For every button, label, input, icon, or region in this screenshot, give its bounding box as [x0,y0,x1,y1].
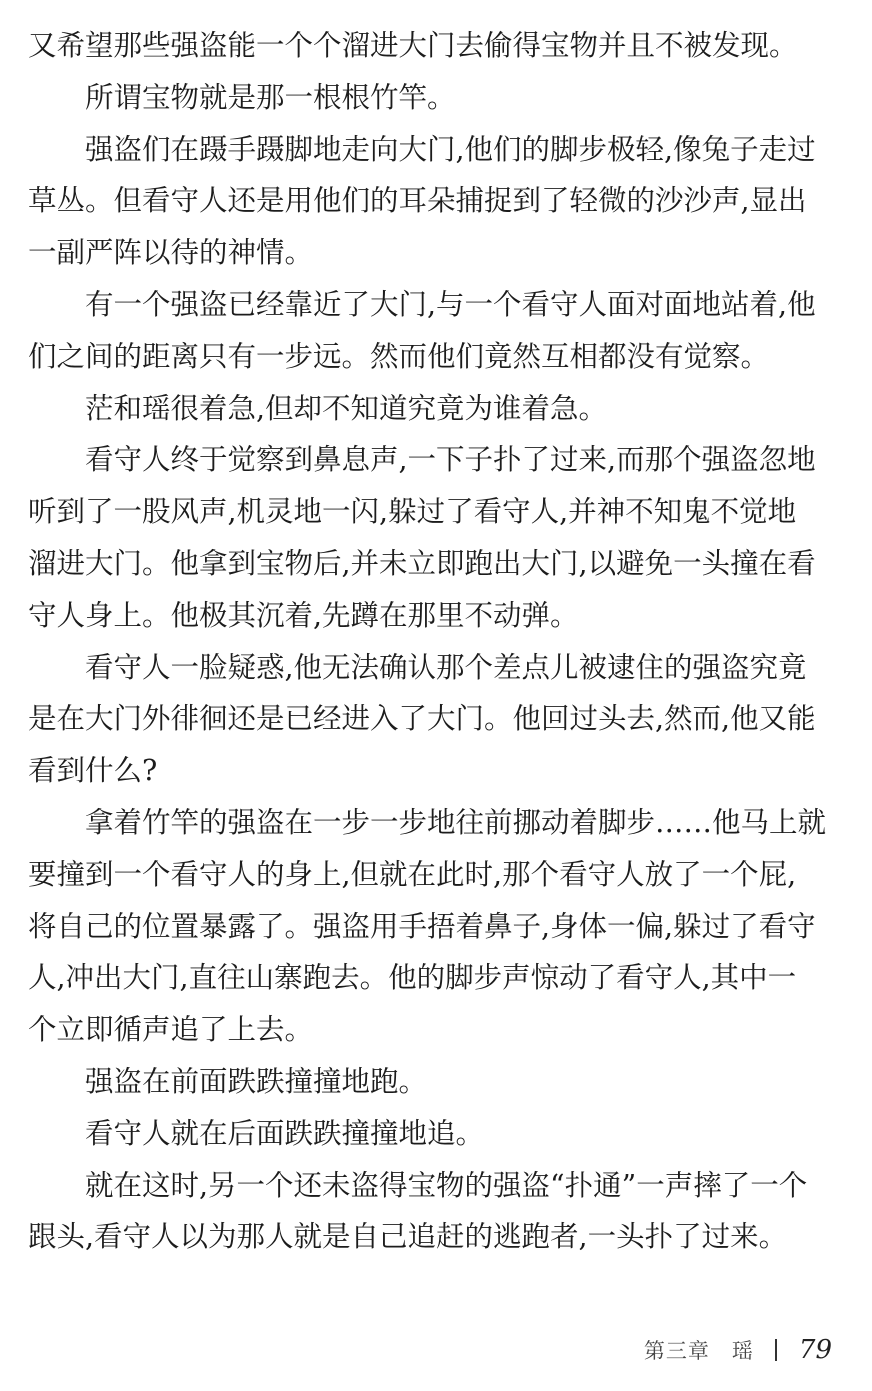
text-line: 们之间的距离只有一步远。然而他们竟然互相都没有觉察。 [28,339,770,373]
paragraph-start-line: 强盗们在蹑手蹑脚地走向大门,他们的脚步极轻,像兔子走过 [85,132,816,166]
paragraph-start-line: 拿着竹竿的强盗在一步一步地往前挪动着脚步……他马上就 [85,805,827,839]
chapter-title: 瑶 [731,1339,753,1363]
paragraph-start-line: 就在这时,另一个还未盗得宝物的强盗“扑通”一声摔了一个 [85,1168,808,1202]
text-line: 将自己的位置暴露了。强盗用手捂着鼻子,身体一偏,躲过了看守 [28,909,816,943]
paragraph-start-line: 看守人一脸疑惑,他无法确认那个差点儿被逮住的强盗究竟 [85,650,807,684]
paragraph-start-line: 看守人终于觉察到鼻息声,一下子扑了过来,而那个强盗忽地 [85,443,816,477]
body-text [28,20,848,1263]
text-line: 听到了一股风声,机灵地一闪,躲过了看守人,并神不知鬼不觉地 [28,495,797,529]
paragraph-start-line: 看守人就在后面跌跌撞撞地追。 [85,1116,485,1150]
text-line: 又希望那些强盗能一个个溜进大门去偷得宝物并且不被发现。 [28,29,798,62]
paragraph-start-line: 有一个强盗已经靠近了大门,与一个看守人面对面地站着,他 [85,287,816,321]
text-line: 草丛。但看守人还是用他们的耳朵捕捉到了轻微的沙沙声,显出 [28,184,807,218]
text-line: 看到什么? [28,754,158,788]
text-line: 一副严阵以待的神情。 [28,236,314,270]
text-line: 跟头,看守人以为那人就是自己追赶的逃跑者,一头扑了过来。 [28,1220,788,1254]
paragraph-start-line: 强盗在前面跌跌撞撞地跑。 [85,1064,428,1098]
paragraph-start-line: 所谓宝物就是那一根根竹竿。 [85,80,456,114]
chapter-label: 第三章 [643,1339,710,1363]
footer-divider [775,1339,777,1361]
text-line: 守人身上。他极其沉着,先蹲在那里不动弹。 [28,598,579,632]
running-footer [644,1330,832,1370]
text-line: 要撞到一个看守人的身上,但就在此时,那个看守人放了一个屁, [28,857,797,891]
text-line: 溜进大门。他拿到宝物后,并未立即跑出大门,以避免一头撞在看 [28,546,816,580]
text-line: 是在大门外徘徊还是已经进入了大门。他回过头去,然而,他又能 [28,702,816,736]
text-line: 人,冲出大门,直往山寨跑去。他的脚步声惊动了看守人,其中一 [28,961,797,995]
page-number: 79 [798,1335,832,1365]
text-line: 个立即循声追了上去。 [28,1013,314,1047]
paragraph-start-line: 茫和瑶很着急,但却不知道究竟为谁着急。 [85,391,608,425]
